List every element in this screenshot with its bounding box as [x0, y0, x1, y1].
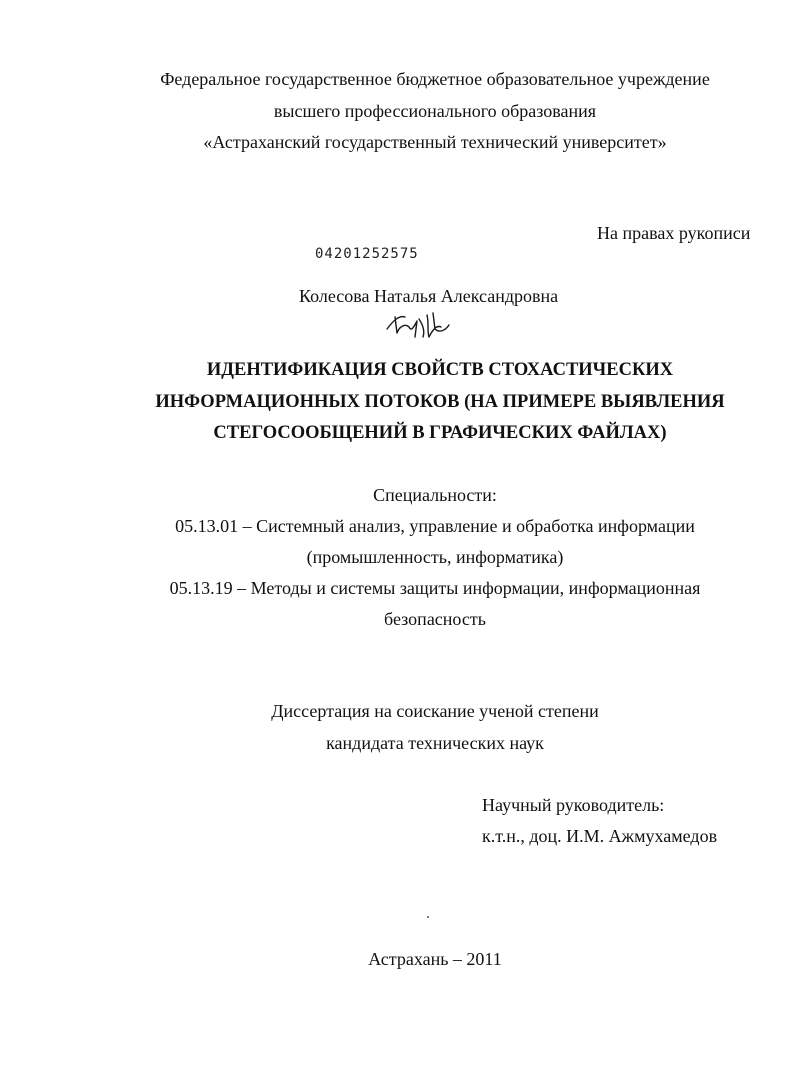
institution-line-1: Федеральное государственное бюджетное образовательное учреждение — [160, 69, 710, 89]
city-year: Астрахань – 2011 — [368, 949, 502, 969]
specialty-2-line-2: безопасность — [384, 609, 486, 629]
specialty-2-line-1: 05.13.19 – Методы и системы защиты информации, информационная — [169, 578, 701, 598]
document-code: 04201252575 — [315, 246, 419, 262]
rights-note: На правах рукописи — [597, 223, 751, 243]
degree-line-1: Диссертация на соискание ученой степени — [271, 701, 599, 721]
institution-line-2: высшего профессионального образования — [273, 101, 597, 121]
speck — [427, 916, 429, 918]
title-line-3: СТЕГОСООБЩЕНИЙ В ГРАФИЧЕСКИХ ФАЙЛАХ) — [213, 423, 667, 443]
title-line-1: ИДЕНТИФИКАЦИЯ СВОЙСТВ СТОХАСТИЧЕСКИХ — [206, 360, 674, 380]
specialty-1-line-1: 05.13.01 – Системный анализ, управление и обработка информации — [175, 516, 695, 536]
supervisor-label: Научный руководитель: — [482, 795, 665, 815]
institution-line-3: «Астраханский государственный технический университет» — [203, 132, 667, 152]
supervisor-name: к.т.н., доц. И.М. Ажмухамедов — [482, 826, 718, 846]
degree-line-2: кандидата технических наук — [326, 733, 544, 753]
specialties-heading: Специальности: — [373, 485, 497, 505]
author-name: Колесова Наталья Александровна — [299, 286, 559, 306]
author-signature — [383, 307, 453, 343]
specialty-1-line-2: (промышленность, информатика) — [306, 547, 564, 567]
title-line-2: ИНФОРМАЦИОННЫХ ПОТОКОВ (НА ПРИМЕРЕ ВЫЯВЛЕНИЯ — [155, 392, 725, 412]
